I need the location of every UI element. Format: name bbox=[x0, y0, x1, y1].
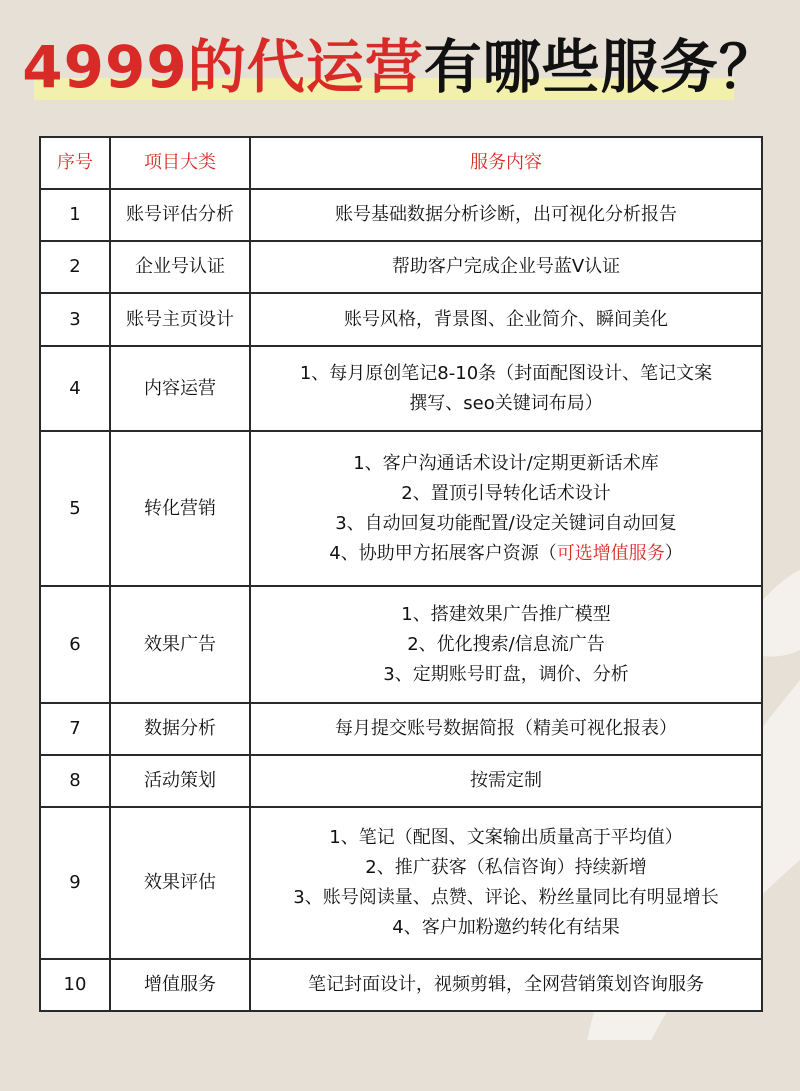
row-content bbox=[250, 346, 762, 431]
content-line: 2、推广获客（私信咨询）持续新增 bbox=[365, 857, 647, 878]
row-category: 增值服务 bbox=[110, 959, 250, 1011]
table-row bbox=[40, 241, 762, 293]
row-no: 6 bbox=[40, 586, 110, 703]
header-no: 序号 bbox=[40, 137, 110, 189]
row-content bbox=[250, 755, 762, 807]
title-area bbox=[0, 0, 800, 120]
content-line: 账号基础数据分析诊断，出可视化分析报告 bbox=[335, 204, 677, 225]
content-line: 按需定制 bbox=[470, 770, 542, 791]
content-line: 撰写、seo关键词布局） bbox=[409, 392, 603, 414]
row-content bbox=[250, 189, 762, 241]
table-row bbox=[40, 346, 762, 431]
row-no: 4 bbox=[40, 346, 110, 431]
content-line-text: 4、协助甲方拓展客户资源（ bbox=[329, 542, 557, 564]
row-no: 10 bbox=[40, 959, 110, 1011]
row-content bbox=[250, 586, 762, 703]
row-no: 3 bbox=[40, 293, 110, 346]
content-line: 帮助客户完成企业号蓝V认证 bbox=[391, 256, 621, 277]
row-no: 5 bbox=[40, 431, 110, 586]
table-row bbox=[40, 807, 762, 959]
services-table bbox=[39, 136, 763, 1012]
footer-strip bbox=[0, 1040, 800, 1091]
table-row bbox=[40, 189, 762, 241]
row-no: 9 bbox=[40, 807, 110, 959]
content-line: 1、每月原创笔记8-10条（封面配图设计、笔记文案 bbox=[299, 362, 713, 384]
content-line: 3、账号阅读量、点赞、评论、粉丝量同比有明显增长 bbox=[293, 887, 719, 908]
content-line: 2、置顶引导转化话术设计 bbox=[401, 482, 611, 504]
page-title bbox=[0, 20, 800, 104]
content-line: 3、自动回复功能配置/设定关键词自动回复 bbox=[335, 512, 677, 534]
header-category: 项目大类 bbox=[110, 137, 250, 189]
table-row bbox=[40, 755, 762, 807]
row-category: 效果评估 bbox=[110, 807, 250, 959]
row-no: 1 bbox=[40, 189, 110, 241]
row-content bbox=[250, 241, 762, 293]
table-row bbox=[40, 293, 762, 346]
table-header-row bbox=[40, 137, 762, 189]
row-category: 活动策划 bbox=[110, 755, 250, 807]
content-line: 4、客户加粉邀约转化有结果 bbox=[392, 917, 620, 938]
header-content: 服务内容 bbox=[250, 137, 762, 189]
row-category: 数据分析 bbox=[110, 703, 250, 755]
row-no: 7 bbox=[40, 703, 110, 755]
content-line: 1、笔记（配图、文案输出质量高于平均值） bbox=[329, 827, 683, 848]
row-no: 8 bbox=[40, 755, 110, 807]
title-rest: 有哪些服务？ bbox=[423, 33, 778, 101]
row-category: 效果广告 bbox=[110, 586, 250, 703]
table-row bbox=[40, 959, 762, 1011]
row-content bbox=[250, 807, 762, 959]
content-line: 账号风格，背景图、企业简介、瞬间美化 bbox=[344, 308, 668, 330]
row-content bbox=[250, 703, 762, 755]
content-line: 2、优化搜索/信息流广告 bbox=[407, 633, 605, 655]
content-line-tail: ） bbox=[664, 542, 683, 564]
content-line: 1、搭建效果广告推广模型 bbox=[401, 603, 611, 625]
title-highlight: 4999的代运营 bbox=[22, 33, 424, 101]
table-row bbox=[40, 703, 762, 755]
row-category: 转化营销 bbox=[110, 431, 250, 586]
table-row bbox=[40, 431, 762, 586]
row-no: 2 bbox=[40, 241, 110, 293]
content-line: 每月提交账号数据简报（精美可视化报表） bbox=[335, 718, 677, 739]
row-category: 账号评估分析 bbox=[110, 189, 250, 241]
row-category: 账号主页设计 bbox=[110, 293, 250, 346]
row-category: 内容运营 bbox=[110, 346, 250, 431]
content-line: 笔记封面设计，视频剪辑，全网营销策划咨询服务 bbox=[308, 974, 704, 995]
row-content bbox=[250, 431, 762, 586]
content-line bbox=[257, 539, 755, 569]
content-line: 3、定期账号盯盘，调价、分析 bbox=[383, 663, 629, 685]
optional-service-highlight: 可选增值服务 bbox=[556, 542, 665, 564]
table-row bbox=[40, 586, 762, 703]
content-line: 1、客户沟通话术设计/定期更新话术库 bbox=[353, 452, 659, 474]
row-content bbox=[250, 959, 762, 1011]
row-content bbox=[250, 293, 762, 346]
row-category: 企业号认证 bbox=[110, 241, 250, 293]
